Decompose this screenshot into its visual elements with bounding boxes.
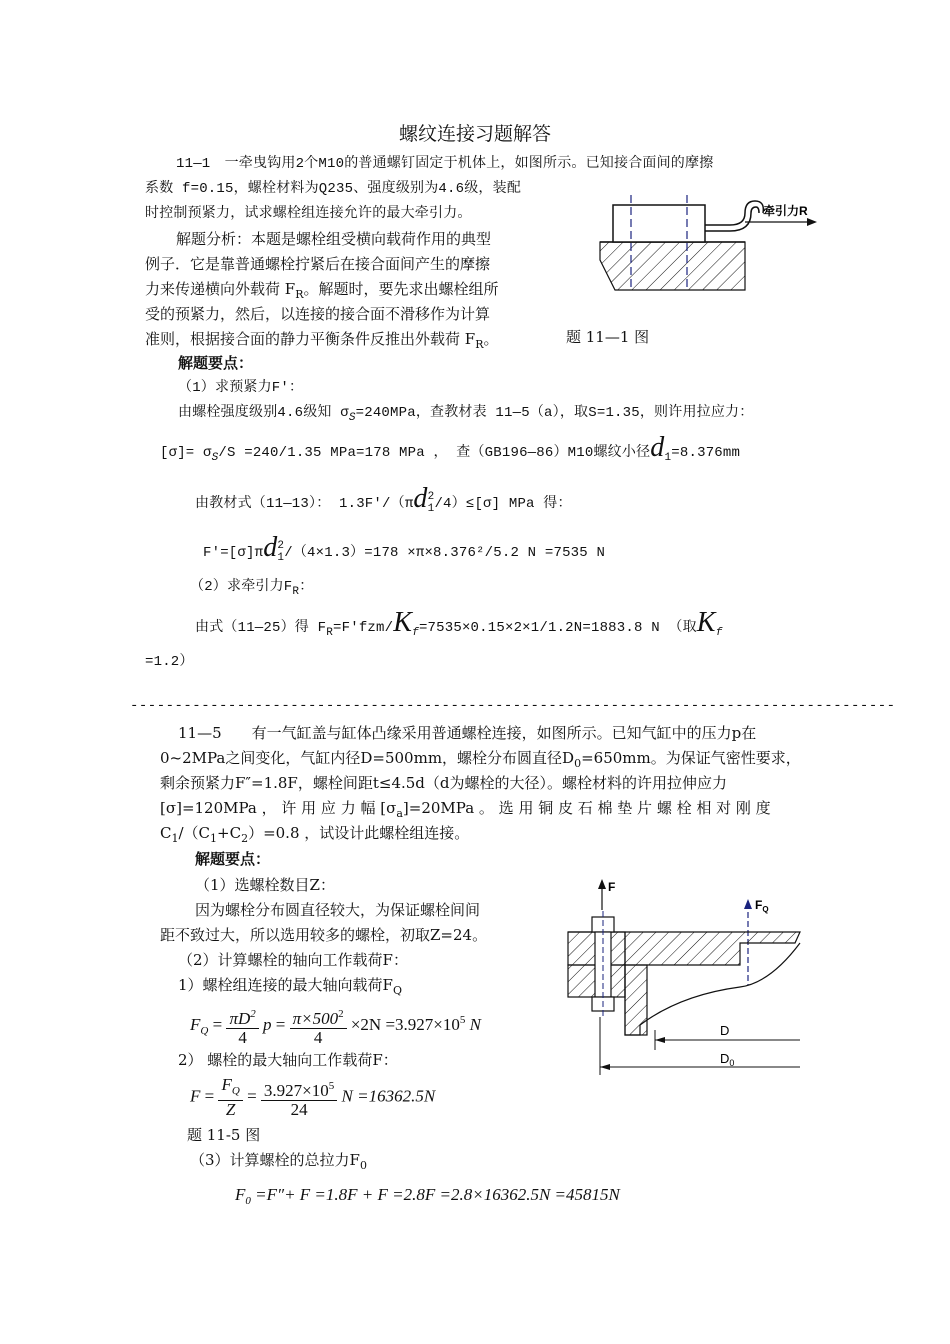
text-segment: /（C [178, 824, 211, 842]
numerator [290, 1005, 347, 1029]
fraction [261, 1077, 337, 1119]
subscript: 0 [574, 757, 582, 770]
p2-intro-line4 [160, 797, 771, 825]
equals: = [247, 1086, 257, 1106]
p1-key-points: 解题要点： [178, 354, 254, 372]
text-segment: +C [217, 824, 242, 842]
text-segment: （3）计算螺栓的总拉力F [190, 1151, 360, 1169]
p2-intro-line5 [160, 822, 469, 850]
d-symbol: d [650, 432, 665, 463]
eq-symbol: F [190, 1015, 201, 1034]
subscript: S [211, 452, 219, 464]
subscript: 2 [241, 832, 249, 845]
subscript: R [292, 586, 300, 598]
subscript: 1 [427, 503, 435, 516]
k-symbol: K [696, 607, 716, 638]
text-segment: ）=0.8 ，试设计此螺栓组连接。 [248, 824, 470, 842]
p2-step1-line1: 因为螺栓分布圆直径较大，为保证螺栓间间 [195, 901, 481, 919]
subscript: 1 [277, 552, 285, 565]
p1-intro-line2: 系数 f=0.15，螺栓材料为Q235、强度级别为4.6级，装配 [145, 181, 522, 197]
eq-symbol: F [190, 1086, 201, 1106]
text-segment: 1）螺栓组连接的最大轴向载荷F [178, 976, 393, 994]
text-segment: （2）求牵引力F [190, 579, 293, 595]
text-segment: 由式（11—25）得 F [195, 620, 327, 636]
eq-symbol: p [262, 1015, 272, 1034]
text-segment: [σ]= σ [160, 445, 212, 461]
text-segment: =240MPa，查教材表 11—5（a），取S=1.35，则许用拉应力： [355, 405, 754, 421]
text-segment: /（4×1.3）=178 ×π×8.376²/5.2 N =7535 N [284, 545, 606, 561]
p2-intro-line3: 剩余预紧力F″=1.8F，螺栓间距t≤4.5d（d为螺栓的大径）。螺栓材料的许用拉伸应力 [160, 774, 728, 792]
force-F-label: F [608, 880, 616, 894]
p2-step1: （1）选螺栓数目Z： [195, 876, 335, 894]
equation-axial-load [190, 1000, 481, 1051]
text-segment: 力来传递横向外载荷 F [145, 280, 296, 298]
text-segment: [σ]=120MPa ， 许 用 应 力 幅 [σ [160, 799, 397, 817]
p2-intro-line1: 11—5 有一气缸盖与缸体凸缘采用普通螺栓连接，如图所示。已知气缸中的压力p在 [178, 724, 757, 742]
k-symbol: K [393, 607, 413, 638]
superscript: 5 [459, 1014, 466, 1026]
equals: = [275, 1015, 286, 1034]
eq-term: F [221, 1075, 232, 1094]
d-symbol: d [263, 532, 278, 563]
text-segment: 由螺栓强度级别4.6级知 σ [178, 405, 349, 421]
denominator: 4 [238, 1028, 247, 1048]
superscript: 2 [277, 540, 285, 553]
eq-term: 3.927×10 [263, 1080, 329, 1100]
text-segment: C [160, 824, 172, 842]
equation-total-tension [235, 1182, 620, 1214]
figure-11-1-caption: 题 11—1 图 [566, 328, 650, 346]
figure-11-5-caption: 题 11-5 图 [187, 1126, 261, 1144]
d-symbol: d [413, 483, 428, 514]
p2-step2-1 [178, 974, 402, 1002]
fraction [290, 1005, 347, 1047]
text-segment: 。 [483, 330, 499, 348]
dimension-D0-label [720, 1051, 734, 1068]
superscript: 2 [250, 1008, 256, 1021]
text-segment: 准则，根据接合面的静力平衡条件反推出外载荷 F [145, 330, 476, 348]
page-title: 螺纹连接习题解答 [398, 123, 551, 145]
subscript: Q [200, 1025, 209, 1037]
p1-step1: （1）求预紧力F′： [178, 380, 304, 396]
denominator: Z [225, 1100, 236, 1119]
p1-step1-text [178, 402, 753, 429]
eq-term: π×500 [292, 1009, 339, 1029]
p2-key-points: 解题要点： [195, 850, 271, 868]
label-text: D [720, 1051, 730, 1066]
p1-analysis-line3 [145, 278, 499, 306]
label-text: F [755, 898, 763, 912]
p2-step2: （2）计算螺栓的轴向工作载荷F： [178, 951, 408, 969]
equation-bolt-load [190, 1076, 435, 1119]
superscript: 2 [338, 1008, 344, 1021]
dimension-D-label: D [720, 1023, 730, 1038]
subscript: a [396, 807, 403, 820]
subscript: f [412, 627, 419, 639]
p1-step2 [190, 576, 313, 603]
text-segment: /S =240/1.35 MPa=178 MPa ， 查（GB196—86）M10螺纹小径 [218, 445, 651, 461]
p1-intro-line1: 11—1 一牵曳钩用2个M10的普通螺钉固定于机体上，如图所示。已知接合面间的摩擦 [176, 156, 714, 172]
text-segment: =F′fzm/ [333, 620, 394, 636]
text-segment: 0~2MPa之间变化，气缸内径D=500mm，螺栓分布圆直径D [160, 749, 575, 767]
p1-formula1 [195, 483, 572, 516]
subscript: 1 [210, 832, 218, 845]
subscript: S [348, 412, 356, 424]
subscript: 1 [664, 452, 672, 464]
eq-term: =F″+ F =1.8F + F =2.8F =2.8×16362.5N =45815N [255, 1185, 620, 1204]
superscript: 2 [427, 491, 435, 504]
eq-term: N =16362.5N [341, 1086, 436, 1106]
pull-force-label: 牵引力R [763, 204, 808, 218]
subscript: 0 [359, 1159, 367, 1172]
subscript: R [326, 627, 334, 639]
p1-allowable-stress [160, 432, 741, 469]
separator-line: -------------------------------------------------------------------------------------- [130, 698, 896, 714]
subscript: 0 [245, 1195, 251, 1207]
p2-step1-line2: 距不致过大，所以选用较多的螺栓，初取Z=24。 [160, 926, 488, 944]
superscript: 5 [328, 1079, 335, 1092]
subscript: Q [231, 1085, 240, 1097]
text-segment: =650mm。为保证气密性要求， [581, 749, 801, 767]
figure-11-1 [595, 185, 825, 295]
equals: = [212, 1015, 223, 1034]
denominator: 24 [290, 1099, 308, 1119]
subscript: f [715, 627, 723, 639]
numerator [218, 1076, 242, 1101]
p1-analysis-line1: 解题分析：本题是螺栓组受横向载荷作用的典型 [176, 230, 492, 248]
p1-formula3 [195, 607, 723, 644]
text-segment: ： [299, 579, 314, 595]
p2-step2-2: 2） 螺栓的最大轴向工作载荷F： [178, 1051, 398, 1069]
label-subscript: Q [762, 905, 769, 914]
force-FQ-label [755, 898, 769, 914]
label-subscript: 0 [729, 1058, 735, 1068]
p1-formula3-end: =1.2） [145, 654, 194, 670]
fraction [226, 1005, 258, 1047]
p1-analysis-line2: 例子．它是靠普通螺栓拧紧后在接合面间产生的摩擦 [145, 255, 491, 273]
p1-analysis-line4: 受的预紧力，然后，以连接的接合面不滑移作为计算 [145, 305, 491, 323]
p1-intro-line3: 时控制预紧力，试求螺栓组连接允许的最大牵引力。 [145, 206, 472, 222]
eq-symbol: N [469, 1015, 481, 1034]
text-segment: 。解题时，要先求出螺栓组所 [303, 280, 499, 298]
p1-formula2 [203, 532, 606, 565]
subscript: R [295, 288, 304, 301]
subscript: 1 [171, 832, 179, 845]
subscript: Q [392, 984, 402, 997]
text-segment: =7535×0.15×2×1/1.2N=1883.8 N （取 [418, 620, 697, 636]
eq-symbol: F [235, 1185, 246, 1204]
eq-term: πD [229, 1009, 251, 1029]
figure-11-5 [560, 875, 810, 1080]
denominator: 4 [313, 1028, 323, 1048]
equals: = [204, 1086, 215, 1106]
eq-term: ×2N =3.927×10 [350, 1015, 460, 1034]
numerator [261, 1077, 337, 1101]
text-segment: =8.376mm [671, 445, 741, 461]
p2-step3 [190, 1149, 367, 1177]
p2-intro-line2 [160, 747, 801, 775]
numerator [226, 1005, 258, 1029]
fraction [218, 1076, 242, 1119]
text-segment: /4）≤[σ] MPa 得： [434, 496, 572, 512]
text-segment: ]=20MPa 。 选 用 铜 皮 石 棉 垫 片 螺 栓 相 对 刚 度 [402, 799, 771, 817]
text-segment: 由教材式（11—13）： 1.3F′/（π [195, 496, 414, 512]
text-segment: F′=[σ]π [203, 545, 264, 561]
subscript: R [475, 338, 484, 351]
